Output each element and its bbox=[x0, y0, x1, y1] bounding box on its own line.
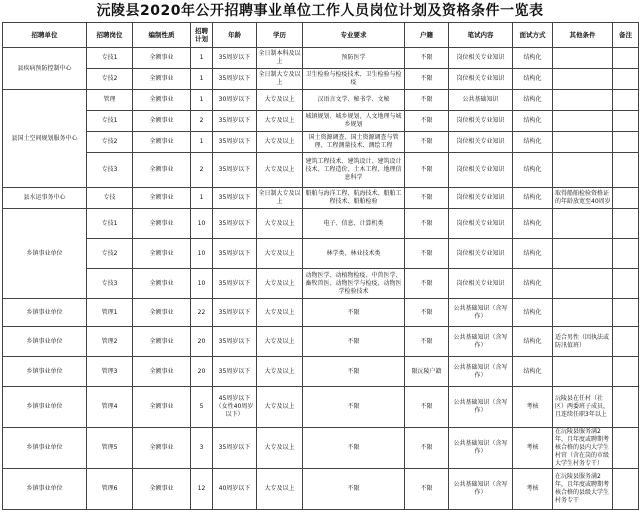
cell-exam: 公共基础知识（含写作） bbox=[449, 299, 513, 327]
cell-interview: 考核 bbox=[513, 387, 553, 428]
cell-interview: 结构化 bbox=[513, 111, 553, 132]
cell-exam: 岗位相关专业知识 bbox=[449, 269, 513, 299]
table-row bbox=[3, 357, 639, 387]
cell-nature: 全额事业 bbox=[133, 153, 191, 188]
cell-hukou: 不限 bbox=[405, 188, 449, 209]
cell-exam: 岗位相关专业知识 bbox=[449, 48, 513, 69]
cell-post: 专技2 bbox=[87, 132, 133, 153]
cell-plan: 5 bbox=[191, 387, 213, 428]
cell-exam: 公共基础知识（含写作） bbox=[449, 387, 513, 428]
table-row bbox=[3, 327, 639, 357]
cell-nature: 全额事业 bbox=[133, 90, 191, 111]
table-row bbox=[3, 299, 639, 327]
table-row bbox=[3, 48, 639, 69]
cell-plan: 2 bbox=[191, 111, 213, 132]
cell-exam: 岗位相关专业知识 bbox=[449, 188, 513, 209]
cell-nature: 全额事业 bbox=[133, 428, 191, 469]
cell-post: 专技 bbox=[87, 188, 133, 209]
cell-post: 管理5 bbox=[87, 428, 133, 469]
cell-hukou: 不限 bbox=[405, 269, 449, 299]
cell-age: 35周岁以下 bbox=[213, 239, 257, 269]
cell-nature: 全额事业 bbox=[133, 239, 191, 269]
cell-hukou: 不限 bbox=[405, 153, 449, 188]
cell-plan: 3 bbox=[191, 428, 213, 469]
cell-edu: 大专及以上 bbox=[257, 111, 303, 132]
table-row bbox=[3, 428, 639, 469]
cell-major: 不限 bbox=[303, 428, 405, 469]
cell-hukou: 不限 bbox=[405, 387, 449, 428]
cell-unit: 乡镇事业单位 bbox=[3, 357, 87, 387]
table-row bbox=[3, 269, 639, 299]
cell-other bbox=[553, 269, 613, 299]
cell-age: 35周岁以下 bbox=[213, 209, 257, 239]
cell-edu: 全日制本科及以上 bbox=[257, 48, 303, 69]
cell-post: 管理2 bbox=[87, 327, 133, 357]
cell-major: 船舶与海洋工程、航海技术、船舶工程技术、船舶检验 bbox=[303, 188, 405, 209]
cell-hukou: 不限 bbox=[405, 299, 449, 327]
cell-interview: 考核 bbox=[513, 428, 553, 469]
cell-major: 不限 bbox=[303, 357, 405, 387]
cell-major: 不限 bbox=[303, 387, 405, 428]
cell-remark bbox=[613, 132, 639, 153]
cell-hukou: 不限 bbox=[405, 132, 449, 153]
cell-plan: 1 bbox=[191, 48, 213, 69]
cell-exam: 岗位相关专业知识 bbox=[449, 69, 513, 90]
cell-exam: 岗位相关专业知识 bbox=[449, 209, 513, 239]
cell-post: 管理4 bbox=[87, 387, 133, 428]
cell-remark bbox=[613, 111, 639, 132]
table-row bbox=[3, 111, 639, 132]
cell-post: 专技2 bbox=[87, 69, 133, 90]
table-row bbox=[3, 69, 639, 90]
cell-post: 管理 bbox=[87, 90, 133, 111]
cell-major: 林学类、林业技术类 bbox=[303, 239, 405, 269]
cell-post: 管理6 bbox=[87, 469, 133, 510]
page-title: 沅陵县2020年公开招聘事业单位工作人员岗位计划及资格条件一览表 bbox=[96, 3, 544, 19]
cell-major: 卫生检验与检疫技术、卫生检验与检疫 bbox=[303, 69, 405, 90]
cell-nature: 全额事业 bbox=[133, 357, 191, 387]
cell-hukou: 不限 bbox=[405, 239, 449, 269]
cell-unit: 县国土空间规划服务中心 bbox=[3, 90, 87, 188]
cell-nature: 全额事业 bbox=[133, 209, 191, 239]
cell-unit: 乡镇事业单位 bbox=[3, 387, 87, 428]
cell-exam: 公共基础知识 bbox=[449, 90, 513, 111]
cell-hukou: 不限 bbox=[405, 69, 449, 90]
cell-remark bbox=[613, 153, 639, 188]
cell-plan: 2 bbox=[191, 153, 213, 188]
cell-remark bbox=[613, 357, 639, 387]
cell-post: 专技1 bbox=[87, 48, 133, 69]
cell-plan: 1 bbox=[191, 188, 213, 209]
cell-interview: 结构化 bbox=[513, 69, 553, 90]
cell-interview: 结构化 bbox=[513, 239, 553, 269]
cell-exam: 岗位相关专业知识 bbox=[449, 111, 513, 132]
cell-post: 专技1 bbox=[87, 111, 133, 132]
cell-hukou: 不限 bbox=[405, 327, 449, 357]
cell-age: 30周岁以下 bbox=[213, 90, 257, 111]
cell-other: 适合男性（因执法或防汛值班） bbox=[553, 327, 613, 357]
header-other: 其他条件 bbox=[553, 23, 613, 48]
cell-remark bbox=[613, 239, 639, 269]
cell-remark bbox=[613, 69, 639, 90]
cell-plan: 10 bbox=[191, 269, 213, 299]
cell-interview: 结构化 bbox=[513, 357, 553, 387]
cell-interview: 考核 bbox=[513, 469, 553, 510]
cell-edu: 大专及以上 bbox=[257, 387, 303, 428]
cell-age: 35周岁以下 bbox=[213, 153, 257, 188]
cell-age: 35周岁以下 bbox=[213, 48, 257, 69]
cell-age: 35周岁以下 bbox=[213, 299, 257, 327]
cell-remark bbox=[613, 269, 639, 299]
cell-other bbox=[553, 239, 613, 269]
cell-nature: 全额事业 bbox=[133, 387, 191, 428]
cell-other bbox=[553, 209, 613, 239]
header-row bbox=[3, 23, 639, 48]
cell-edu: 大专及以上 bbox=[257, 469, 303, 510]
cell-unit: 乡镇事业单位 bbox=[3, 469, 87, 510]
cell-other: 沅陵县在任村（社区）两委班子成员，且连续任职3年以上 bbox=[553, 387, 613, 428]
cell-other bbox=[553, 153, 613, 188]
header-nature: 编制性质 bbox=[133, 23, 191, 48]
cell-edu: 大专及以上 bbox=[257, 299, 303, 327]
cell-age: 45周岁以下（女性40周岁以下） bbox=[213, 387, 257, 428]
cell-major: 国土资源调查、国土资源调查与管理、工程测量技术、测绘工程 bbox=[303, 132, 405, 153]
cell-exam: 岗位相关专业知识 bbox=[449, 239, 513, 269]
header-post: 招聘岗位 bbox=[87, 23, 133, 48]
cell-hukou: 不限 bbox=[405, 209, 449, 239]
cell-interview: 结构化 bbox=[513, 327, 553, 357]
cell-post: 管理1 bbox=[87, 299, 133, 327]
cell-plan: 12 bbox=[191, 469, 213, 510]
table-row bbox=[3, 188, 639, 209]
cell-edu: 大专及以上 bbox=[257, 132, 303, 153]
cell-other bbox=[553, 69, 613, 90]
cell-remark bbox=[613, 428, 639, 469]
cell-nature: 全额事业 bbox=[133, 269, 191, 299]
cell-plan: 1 bbox=[191, 132, 213, 153]
table-row bbox=[3, 90, 639, 111]
cell-major: 电子、信息、计算机类 bbox=[303, 209, 405, 239]
cell-hukou: 不限 bbox=[405, 469, 449, 510]
cell-remark bbox=[613, 188, 639, 209]
header-edu: 学历 bbox=[257, 23, 303, 48]
cell-edu: 大专及以上 bbox=[257, 327, 303, 357]
recruitment-table bbox=[2, 22, 639, 510]
cell-remark bbox=[613, 387, 639, 428]
cell-exam: 公共基础知识（含写作） bbox=[449, 327, 513, 357]
cell-unit: 乡镇事业单位 bbox=[3, 209, 87, 299]
cell-remark bbox=[613, 299, 639, 327]
header-exam: 笔试内容 bbox=[449, 23, 513, 48]
cell-post: 管理3 bbox=[87, 357, 133, 387]
cell-interview: 结构化 bbox=[513, 269, 553, 299]
cell-hukou: 不限 bbox=[405, 111, 449, 132]
cell-edu: 大专及以上 bbox=[257, 209, 303, 239]
cell-edu: 大专及以上 bbox=[257, 239, 303, 269]
table-row bbox=[3, 132, 639, 153]
cell-other bbox=[553, 48, 613, 69]
cell-remark bbox=[613, 90, 639, 111]
cell-nature: 全额事业 bbox=[133, 188, 191, 209]
cell-edu: 大专及以上 bbox=[257, 90, 303, 111]
cell-other bbox=[553, 90, 613, 111]
cell-nature: 全额事业 bbox=[133, 48, 191, 69]
cell-interview: 结构化 bbox=[513, 132, 553, 153]
cell-major: 不限 bbox=[303, 299, 405, 327]
cell-nature: 全额事业 bbox=[133, 132, 191, 153]
cell-exam: 公共基础知识（含写作） bbox=[449, 357, 513, 387]
cell-plan: 1 bbox=[191, 90, 213, 111]
cell-edu: 大专及以上 bbox=[257, 269, 303, 299]
cell-exam: 岗位相关专业知识 bbox=[449, 132, 513, 153]
cell-interview: 结构化 bbox=[513, 48, 553, 69]
header-unit: 招聘单位 bbox=[3, 23, 87, 48]
table-row bbox=[3, 209, 639, 239]
cell-edu: 大专及以上 bbox=[257, 428, 303, 469]
cell-hukou: 不限 bbox=[405, 48, 449, 69]
cell-remark bbox=[613, 209, 639, 239]
header-plan: 招聘计划 bbox=[191, 23, 213, 48]
cell-nature: 全额事业 bbox=[133, 299, 191, 327]
cell-plan: 22 bbox=[191, 299, 213, 327]
cell-plan: 10 bbox=[191, 209, 213, 239]
cell-age: 35周岁以下 bbox=[213, 132, 257, 153]
cell-major: 不限 bbox=[303, 327, 405, 357]
cell-plan: 1 bbox=[191, 69, 213, 90]
cell-remark bbox=[613, 469, 639, 510]
header-interview: 面试方式 bbox=[513, 23, 553, 48]
cell-remark bbox=[613, 48, 639, 69]
cell-unit: 乡镇事业单位 bbox=[3, 327, 87, 357]
cell-interview: 结构化 bbox=[513, 90, 553, 111]
cell-interview: 结构化 bbox=[513, 188, 553, 209]
cell-hukou: 不限 bbox=[405, 90, 449, 111]
cell-other: 在沅陵县服务满2年，且年度或聘期考核合格的县内大学生村官（含在岗的市级大学生村务专干） bbox=[553, 428, 613, 469]
cell-major: 不限 bbox=[303, 469, 405, 510]
cell-post: 专技3 bbox=[87, 269, 133, 299]
cell-major: 汉语言文学、秘书学、文秘 bbox=[303, 90, 405, 111]
cell-interview: 结构化 bbox=[513, 153, 553, 188]
cell-other bbox=[553, 132, 613, 153]
cell-unit: 县疾病预防控制中心 bbox=[3, 48, 87, 90]
cell-age: 35周岁以下 bbox=[213, 111, 257, 132]
cell-age: 35周岁以下 bbox=[213, 269, 257, 299]
cell-plan: 20 bbox=[191, 357, 213, 387]
cell-plan: 10 bbox=[191, 239, 213, 269]
cell-unit: 县水运事务中心 bbox=[3, 188, 87, 209]
cell-other bbox=[553, 299, 613, 327]
cell-major: 动物医学、动植物检疫、中兽医学、畜牧兽医、动物医学与检疫、动物医学检验技术 bbox=[303, 269, 405, 299]
cell-edu: 大专及以上 bbox=[257, 357, 303, 387]
header-age: 年龄 bbox=[213, 23, 257, 48]
cell-hukou: 不限 bbox=[405, 428, 449, 469]
cell-nature: 全额事业 bbox=[133, 69, 191, 90]
cell-nature: 全额事业 bbox=[133, 327, 191, 357]
cell-other bbox=[553, 111, 613, 132]
cell-edu: 大专及以上 bbox=[257, 153, 303, 188]
table-row bbox=[3, 239, 639, 269]
cell-major: 建筑工程技术、建筑设计、建筑设计技术、工程造价、土木工程、地理信息科学 bbox=[303, 153, 405, 188]
cell-plan: 20 bbox=[191, 327, 213, 357]
cell-age: 35周岁以下 bbox=[213, 327, 257, 357]
table-row bbox=[3, 153, 639, 188]
cell-post: 专技2 bbox=[87, 239, 133, 269]
cell-age: 40周岁以下 bbox=[213, 469, 257, 510]
cell-interview: 结构化 bbox=[513, 209, 553, 239]
cell-edu: 全日制大专及以上 bbox=[257, 69, 303, 90]
cell-unit: 乡镇事业单位 bbox=[3, 428, 87, 469]
cell-edu: 全日制大专及以上 bbox=[257, 188, 303, 209]
table-row bbox=[3, 387, 639, 428]
cell-other bbox=[553, 357, 613, 387]
cell-major: 城镇规划、城乡规划、人文地理与城乡规划 bbox=[303, 111, 405, 132]
cell-major: 预防医学 bbox=[303, 48, 405, 69]
cell-hukou: 限沅陵户籍 bbox=[405, 357, 449, 387]
cell-exam: 岗位相关专业知识 bbox=[449, 153, 513, 188]
cell-age: 35周岁以下 bbox=[213, 357, 257, 387]
header-remark: 备注 bbox=[613, 23, 639, 48]
cell-exam: 公共基础知识（含写作） bbox=[449, 469, 513, 510]
cell-unit: 乡镇事业单位 bbox=[3, 299, 87, 327]
cell-post: 专技3 bbox=[87, 153, 133, 188]
cell-interview: 结构化 bbox=[513, 299, 553, 327]
cell-exam: 公共基础知识（含写作） bbox=[449, 428, 513, 469]
cell-age: 35周岁以下 bbox=[213, 428, 257, 469]
cell-nature: 全额事业 bbox=[133, 111, 191, 132]
cell-nature: 全额事业 bbox=[133, 469, 191, 510]
cell-other: 取得船舶检验资格证的年龄放宽至40周岁 bbox=[553, 188, 613, 209]
cell-post: 专技1 bbox=[87, 209, 133, 239]
header-hukou: 户籍 bbox=[405, 23, 449, 48]
cell-other: 在沅陵县服务满2年，且年度或聘期考核合格的县级大学生村务专干 bbox=[553, 469, 613, 510]
cell-age: 35周岁以下 bbox=[213, 188, 257, 209]
table-row bbox=[3, 469, 639, 510]
cell-age: 35周岁以下 bbox=[213, 69, 257, 90]
header-major: 专业要求 bbox=[303, 23, 405, 48]
cell-remark bbox=[613, 327, 639, 357]
